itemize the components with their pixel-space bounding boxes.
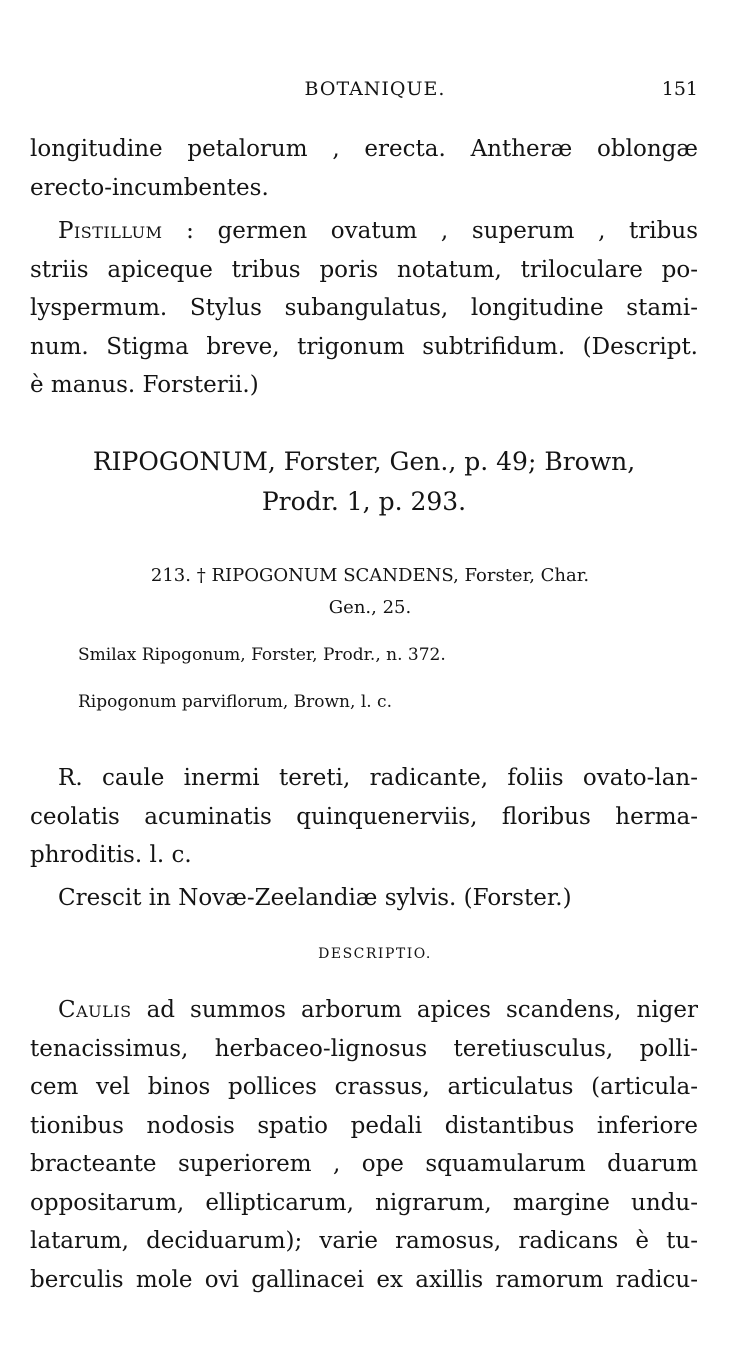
text-line bbox=[30, 212, 698, 251]
text-line: phroditis. l. c. bbox=[30, 842, 192, 868]
species-name: RIPOGONUM SCANDENS bbox=[211, 565, 454, 586]
text-line: R. caule inermi tereti, radicante, foliis ovato-lan- bbox=[58, 765, 698, 791]
species-citation: , Forster, Char. bbox=[453, 565, 590, 586]
text-line bbox=[30, 991, 698, 1030]
genus-name: RIPOGONUM bbox=[92, 447, 268, 476]
text-line: oppositarum, ellipticarum, nigrarum, margine undu- bbox=[30, 1189, 698, 1216]
section-label: Caulis bbox=[58, 997, 132, 1023]
genus-citation: , Forster, Gen., p. 49; Brown, bbox=[267, 447, 636, 476]
synonym: Smilax Ripogonum, Forster, Prodr., n. 372. bbox=[78, 645, 446, 665]
synonym: Ripogonum parviflorum, Brown, l. c. bbox=[78, 692, 392, 712]
text-line: striis apiceque tribus poris notatum, triloculare po- bbox=[30, 256, 698, 283]
paragraph-stamens bbox=[30, 130, 698, 207]
species-line bbox=[50, 560, 690, 592]
diagnosis bbox=[30, 759, 698, 875]
text-line-fragment: ad summos arborum apices scandens, niger bbox=[146, 997, 698, 1023]
description-heading: DESCRIPTIO. bbox=[318, 946, 432, 962]
text-line: num. Stigma breve, trigonum subtrifidum. (Descript. bbox=[30, 333, 698, 360]
text-line: bracteante superiorem , ope squamularum duarum bbox=[30, 1151, 698, 1177]
species-number: 213. bbox=[150, 565, 191, 586]
section-label: Pistillum bbox=[58, 218, 163, 244]
text-line: ceolatis acuminatis quinquenerviis, floribus herma- bbox=[30, 803, 698, 830]
text-line: latarum, deciduarum); varie ramosus, radicans è tu- bbox=[30, 1228, 698, 1254]
genus-heading bbox=[30, 442, 698, 522]
text-line: tionibus nodosis spatio pedali distantibus inferiore bbox=[30, 1112, 698, 1139]
text-line-fragment: : germen ovatum , superum , tribus bbox=[186, 218, 698, 244]
text-line: erecto-incumbentes. bbox=[30, 174, 269, 201]
page-number: 151 bbox=[661, 78, 698, 100]
text-line: è manus. Forsterii.) bbox=[30, 372, 259, 398]
text-line: tenacissimus, herbaceo-lignosus teretiusculus, polli- bbox=[30, 1035, 698, 1062]
text-line: lyspermum. Stylus subangulatus, longitudine stami- bbox=[30, 295, 698, 321]
text-line: cem vel binos pollices crassus, articulatus (articula- bbox=[30, 1074, 698, 1100]
dagger-mark: † bbox=[196, 565, 206, 586]
species-line: Gen., 25. bbox=[328, 597, 412, 618]
genus-line bbox=[30, 442, 698, 482]
habitat bbox=[30, 879, 698, 918]
page-header bbox=[0, 78, 750, 108]
species-heading bbox=[50, 560, 690, 624]
text-line: Crescit in Novæ-Zeelandiæ sylvis. (Forster.) bbox=[58, 885, 572, 911]
paragraph-pistil bbox=[30, 212, 698, 405]
text-line: longitudine petalorum , erecta. Antheræ oblongæ bbox=[30, 136, 698, 162]
genus-line: Prodr. 1, p. 293. bbox=[261, 487, 467, 516]
description-paragraph bbox=[30, 991, 698, 1299]
running-title: BOTANIQUE. bbox=[304, 78, 446, 100]
text-line: berculis mole ovi gallinacei ex axillis ramorum radicu- bbox=[30, 1266, 698, 1293]
